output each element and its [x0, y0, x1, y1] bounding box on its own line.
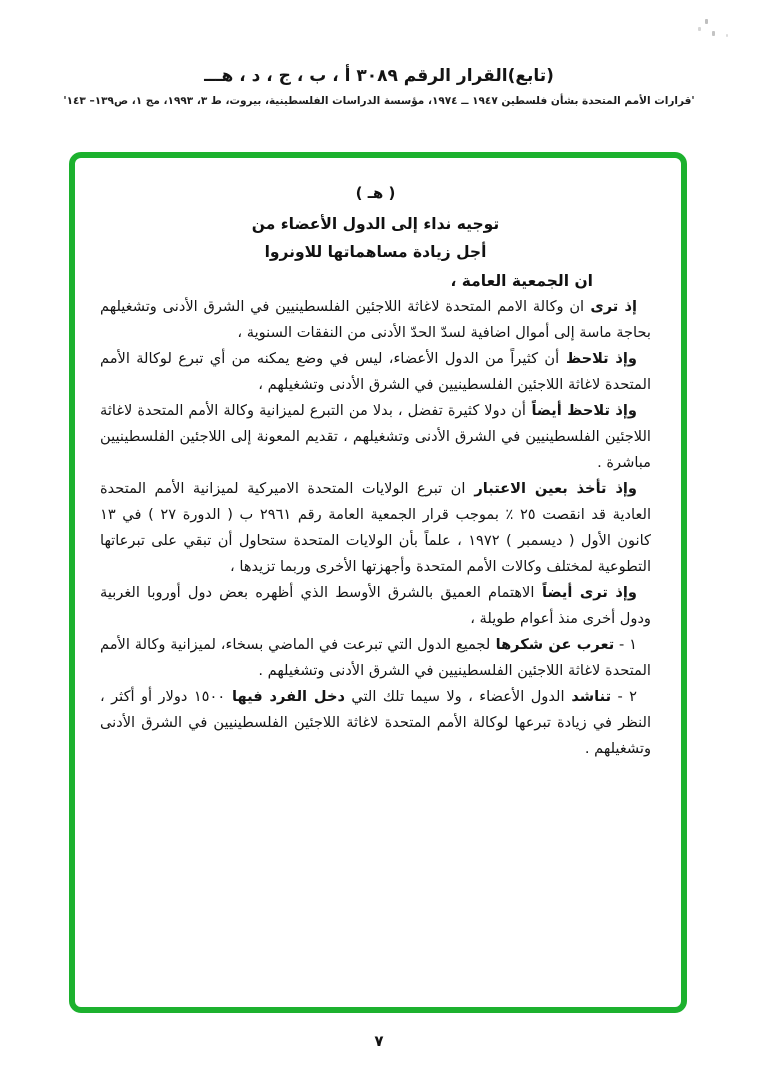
paragraph-lead-in: وإذ تلاحظ أيضاً	[525, 402, 637, 419]
section-letter: ( هـ )	[355, 184, 396, 202]
paragraph-text: ١٥٠٠ دولار أو أكثر ، النظر في زيادة تبرعها لوكالة الأمم المتحدة لاغاثة اللاجئين الفلسطينيين في الشرق الأدنى وتشغيلهم .	[100, 688, 651, 757]
paragraph	[100, 580, 651, 632]
paragraph-lead-in: وإذ ترى أيضاً	[534, 584, 637, 601]
paragraph	[100, 398, 651, 476]
paragraph-text: الاهتمام العميق بالشرق الأوسط الذي أظهره بعض دول أوروبا الغربية ودول أخرى منذ أعوام طويلة ،	[100, 584, 651, 627]
paragraph-text: الدول الأعضاء ، ولا سيما تلك التي	[344, 688, 565, 705]
paragraph	[100, 294, 651, 346]
paragraph	[100, 476, 651, 580]
paragraph-text: ٢ -	[611, 688, 638, 705]
paragraph	[100, 632, 651, 684]
resolution-title: (تابع)القرار الرقم ٣٠٨٩ أ ، ب ، ج ، د ، هـــ	[204, 66, 554, 86]
scan-speck	[698, 27, 701, 31]
document-title-line-2: أجل زيادة مساهماتها للاونروا	[264, 243, 487, 261]
scan-speck	[705, 19, 708, 24]
scan-speck	[712, 31, 715, 36]
paragraph-lead-in: وإذ تأخذ بعين الاعتبار	[465, 480, 638, 497]
paragraph-lead-in: دخل الفرد فيها	[225, 688, 345, 705]
scan-speck	[726, 34, 728, 37]
paragraph-lead-in: تعرب عن شكرها	[490, 636, 615, 653]
source-citation: 'قرارات الأمم المتحدة بشأن فلسطين ١٩٤٧ ــ ١٩٧٤، مؤسسة الدراسات الفلسطينية، بيروت، ط ٣، ١٩٩٣، مج ١، ص١٣٩– ١٤٣'	[63, 95, 695, 107]
document-title-line-1: توجيه نداء إلى الدول الأعضاء من	[251, 215, 500, 233]
page-number: ٧	[374, 1032, 384, 1050]
paragraph-text: أن كثيراً من الدول الأعضاء، ليس في وضع يمكنه من أي تبرع لوكالة الأمم المتحدة لاغاثة اللاجئين الفلسطينيين في الشرق الأدنى وتشغيلهم ،	[100, 350, 651, 393]
document-body	[100, 184, 651, 997]
paragraph-lead-in: وإذ تلاحظ	[559, 350, 637, 367]
paragraph-text: ان تبرع الولايات المتحدة الاميركية لميزانية الأمم المتحدة العادية قد انقصت ٢٥ ٪ بموجب قرار الجمعية العامة رقم ٢٩٦١ ب ( الدورة ٢٧ ) في ١٣ كانون الأول ( ديسمبر ) ١٩٧٢ ، علماً بأن الولايات المتحدة ستحاول أن تبقي على تبرعاتها التطوعية لمختلف وكالات الأمم المتحدة وأجهزتها الأخرى وربما تزيدها ،	[100, 480, 652, 575]
citation-header	[0, 66, 758, 107]
paragraph	[100, 346, 651, 398]
paragraph-lead-in: تناشد	[564, 688, 612, 705]
paragraph-text: ان وكالة الامم المتحدة لاغاثة اللاجئين الفلسطينيين في الشرق الأدنى وتشغيلهم بحاجة ماسة إلى أموال اضافية لسدّ الحدّ الأدنى من النفقات السنوية ،	[100, 298, 651, 341]
document-frame	[69, 152, 687, 1013]
paragraph-text: ١ -	[614, 636, 637, 653]
preamble-line: ان الجمعية العامة ،	[450, 272, 593, 290]
paragraph-lead-in: إذ ترى	[584, 298, 637, 315]
paragraphs	[100, 294, 651, 762]
paragraph-text: أن دولا كثيرة تفضل ، بدلا من التبرع لميزانية وكالة الأمم المتحدة لاغاثة اللاجئين الفلسطينيين في الشرق الأدنى وتشغيلهم ، تقديم المعونة إلى اللاجئين الفلسطينيين مباشرة .	[100, 402, 651, 471]
paragraph-text: لجميع الدول التي تبرعت في الماضي بسخاء، لميزانية وكالة الأمم المتحدة لاغاثة اللاجئين الفلسطينيين في الشرق الأدنى وتشغيلهم .	[100, 636, 651, 679]
paragraph	[100, 684, 651, 762]
